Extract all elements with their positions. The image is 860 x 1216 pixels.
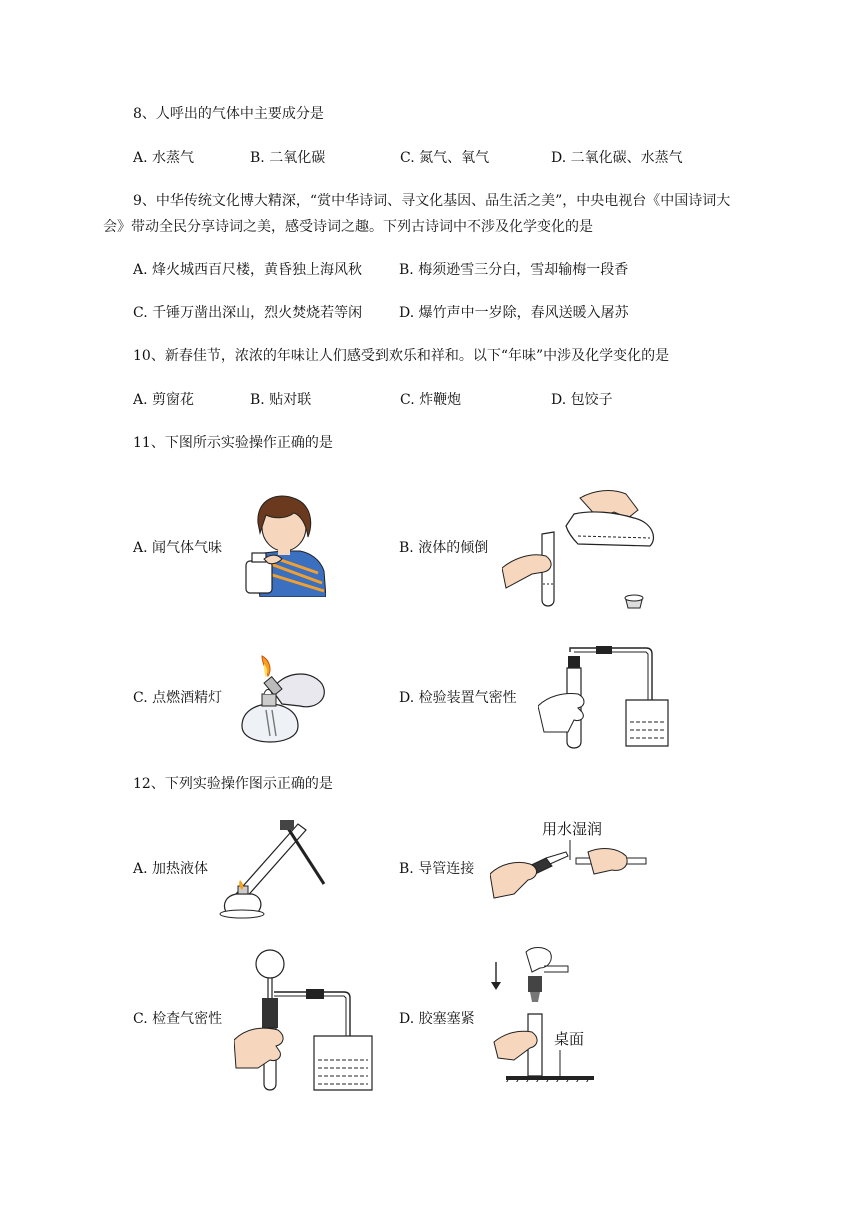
stopper-figure [488,944,598,1082]
q12-option-c: C. 检查气密性 [133,1011,223,1027]
q10-option-b: B. 贴对联 [250,392,312,408]
q9-option-c: C. 千锤万凿出深山，烈火焚烧若等闲 [133,305,363,321]
q11-option-d: D. 检验装置气密性 [399,690,517,706]
q10-option-d: D. 包饺子 [551,392,613,408]
smell-gas-figure [238,493,326,597]
tube-connection-figure [490,818,650,904]
q12-option-b: B. 导管连接 [399,861,475,877]
pour-liquid-figure [502,488,660,610]
q11-option-c: C. 点燃酒精灯 [133,690,223,706]
q9-stem-line2: 会》带动全民分享诗词之美，感受诗词之趣。下列古诗词中不涉及化学变化的是 [103,219,593,235]
airtightness-figure [538,646,674,750]
airtightness-bulb-figure [234,944,376,1092]
q8-option-a: A. 水蒸气 [133,150,195,166]
q11-stem: 11、下图所示实验操作正确的是 [133,435,333,451]
q12-option-d: D. 胶塞塞紧 [399,1011,475,1027]
q10-option-a: A. 剪窗花 [133,392,195,408]
q12-option-a: A. 加热液体 [133,861,209,877]
q8-stem: 8、人呼出的气体中主要成分是 [133,106,324,122]
q9-stem-line1: 9、中华传统文化博大精深，“赏中华诗词、寻文化基因、品生活之美”，中央电视台《中国诗词大 [133,193,731,209]
q9-option-a: A. 烽火城西百尺楼，黄昏独上海风秋 [133,262,363,278]
alcohol-lamp-figure [236,650,332,746]
heating-liquid-figure [212,814,328,920]
q11-option-a: A. 闻气体气味 [133,540,223,556]
q11-option-b: B. 液体的倾倒 [399,540,489,556]
q8-option-d: D. 二氧化碳、水蒸气 [551,150,683,166]
q12-stem: 12、下列实验操作图示正确的是 [133,776,333,792]
q8-option-b: B. 二氧化碳 [250,150,326,166]
wet-label: 用水湿润 [542,820,603,838]
q9-option-b: B. 梅须逊雪三分白，雪却输梅一段香 [399,262,629,278]
table-label: 桌面 [554,1030,585,1048]
q8-option-c: C. 氮气、氧气 [400,150,490,166]
q9-option-d: D. 爆竹声中一岁除，春风送暖入屠苏 [399,305,629,321]
q10-option-c: C. 炸鞭炮 [400,392,462,408]
q10-stem: 10、新春佳节，浓浓的年味让人们感受到欢乐和祥和。以下“年味”中涉及化学变化的是 [133,348,670,364]
